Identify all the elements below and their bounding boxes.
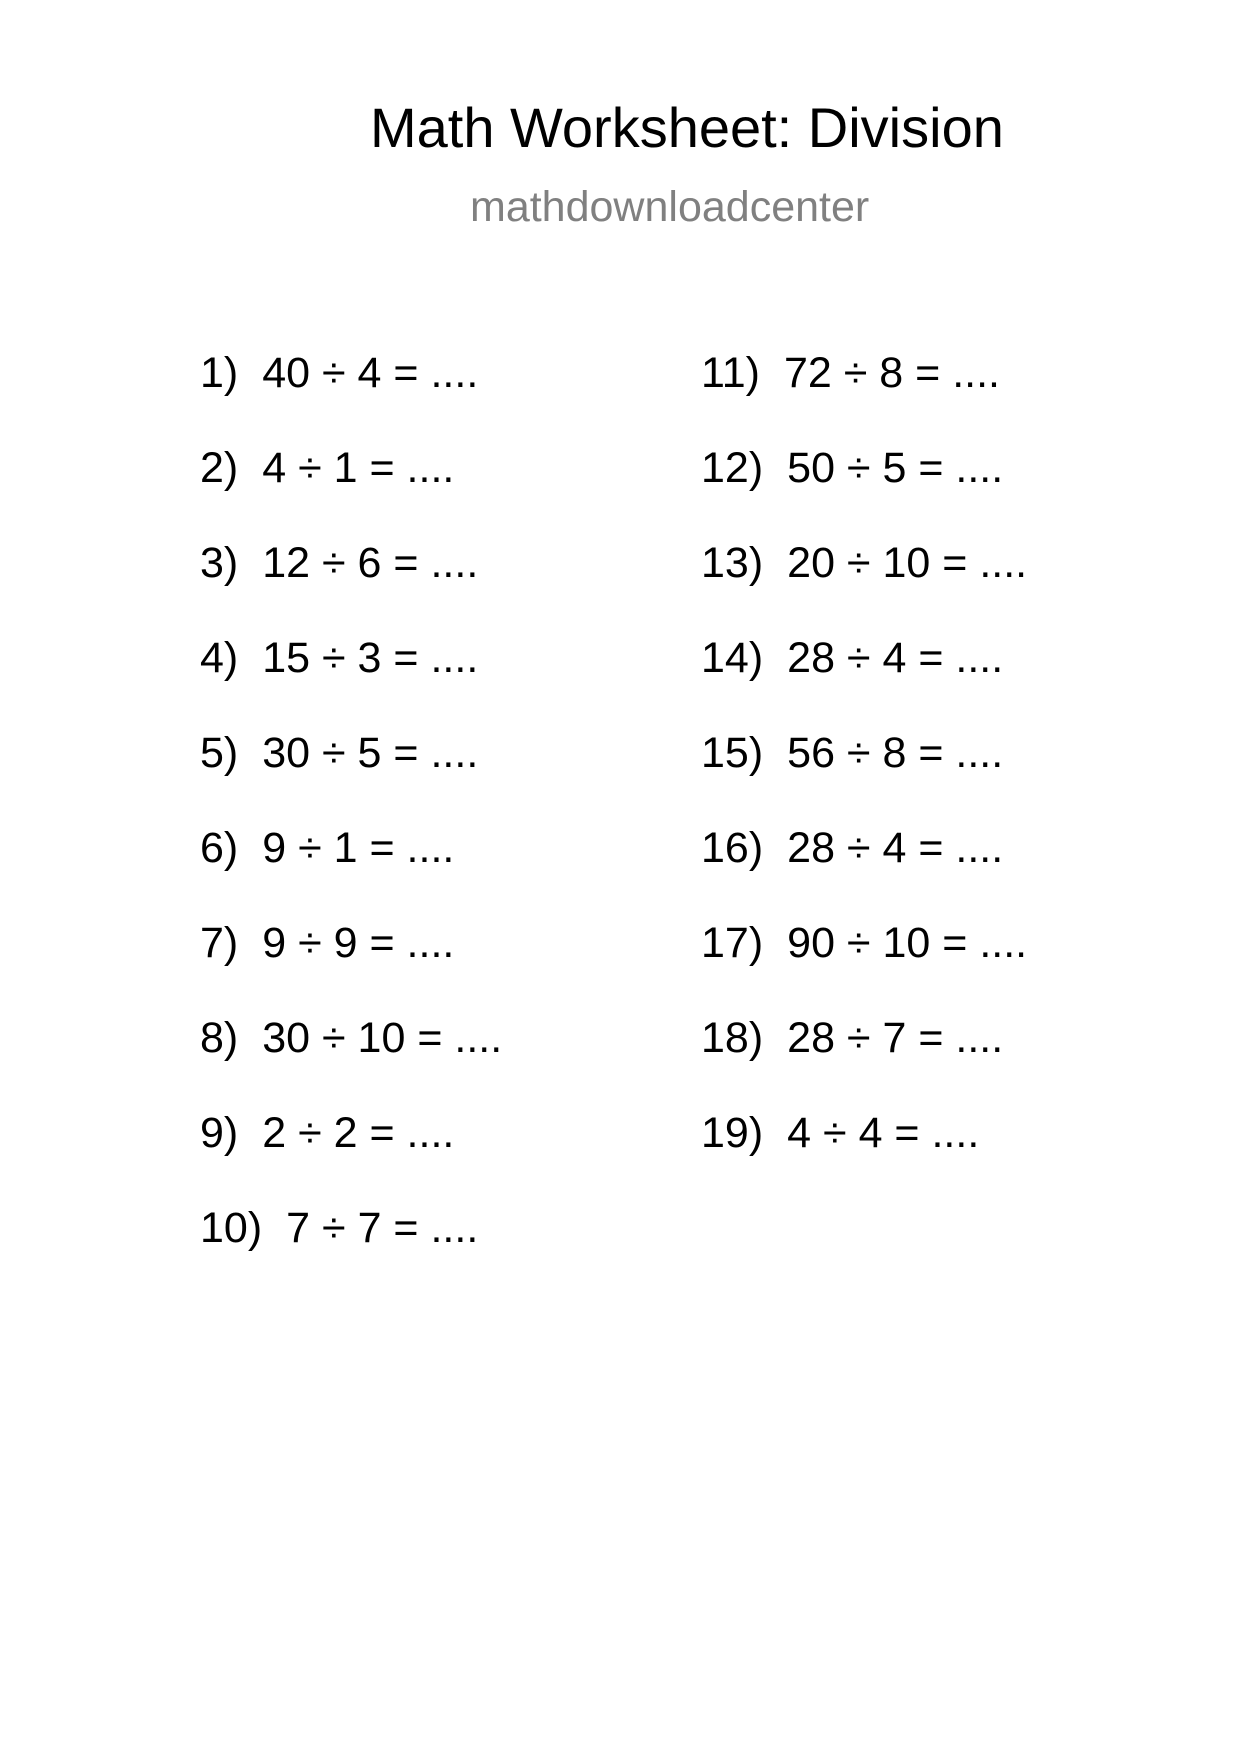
problem-item [701,729,1027,827]
problem-number: 15) [701,729,764,777]
problem-expression: 9 ÷ 1 = .... [262,824,455,872]
problem-number: 11) [701,349,760,397]
problem-item [200,729,502,827]
problem-expression: 4 ÷ 1 = .... [262,444,455,492]
problem-number: 4) [200,634,239,682]
problem-item [200,1109,502,1207]
problem-expression: 40 ÷ 4 = .... [262,349,479,397]
problem-item [701,1014,1027,1112]
problem-column-right [701,349,1028,1207]
problem-expression: 12 ÷ 6 = .... [262,539,479,587]
problem-number: 2) [200,444,239,492]
problem-expression: 72 ÷ 8 = .... [783,349,1000,397]
problem-number: 12) [701,444,764,492]
problem-item [701,1109,1027,1207]
problem-expression: 90 ÷ 10 = .... [787,919,1028,967]
problem-number: 6) [200,824,239,872]
problem-expression: 20 ÷ 10 = .... [787,539,1028,587]
problem-expression: 9 ÷ 9 = .... [262,919,455,967]
problem-expression: 4 ÷ 4 = .... [787,1109,980,1157]
problem-number: 1) [200,349,239,397]
problem-expression: 50 ÷ 5 = .... [787,444,1004,492]
problem-number: 9) [200,1109,239,1157]
problem-item [200,919,502,1017]
problem-expression: 30 ÷ 5 = .... [262,729,479,777]
problem-number: 17) [701,919,764,967]
problem-expression: 2 ÷ 2 = .... [262,1109,455,1157]
problem-expression: 56 ÷ 8 = .... [787,729,1004,777]
problem-item [200,1204,502,1302]
problem-expression: 28 ÷ 4 = .... [787,634,1004,682]
problem-item [200,444,502,542]
problem-item [701,444,1027,542]
problem-expression: 28 ÷ 4 = .... [787,824,1004,872]
problem-expression: 7 ÷ 7 = .... [286,1204,479,1252]
problem-expression: 28 ÷ 7 = .... [787,1014,1004,1062]
problem-item [701,349,1027,447]
problem-item [701,539,1028,637]
problem-number: 19) [701,1109,764,1157]
problem-item [200,539,502,637]
problem-number: 16) [701,824,764,872]
problem-number: 18) [701,1014,764,1062]
problem-number: 5) [200,729,239,777]
problem-item [701,824,1027,922]
problem-number: 14) [701,634,764,682]
problem-expression: 30 ÷ 10 = .... [262,1014,503,1062]
problem-item [200,634,502,732]
problem-item [200,824,502,922]
problem-item [701,919,1028,1017]
problem-number: 10) [200,1204,263,1252]
problem-number: 13) [701,539,764,587]
problem-item [200,1014,503,1112]
problem-column-left [200,349,503,1302]
problem-number: 3) [200,539,239,587]
problem-item [200,349,502,447]
page-title: Math Worksheet: Division [370,96,1004,159]
problem-number: 7) [200,919,239,967]
problem-expression: 15 ÷ 3 = .... [262,634,479,682]
page-subtitle: mathdownloadcenter [470,183,870,231]
problem-item [701,634,1027,732]
problem-number: 8) [200,1014,239,1062]
